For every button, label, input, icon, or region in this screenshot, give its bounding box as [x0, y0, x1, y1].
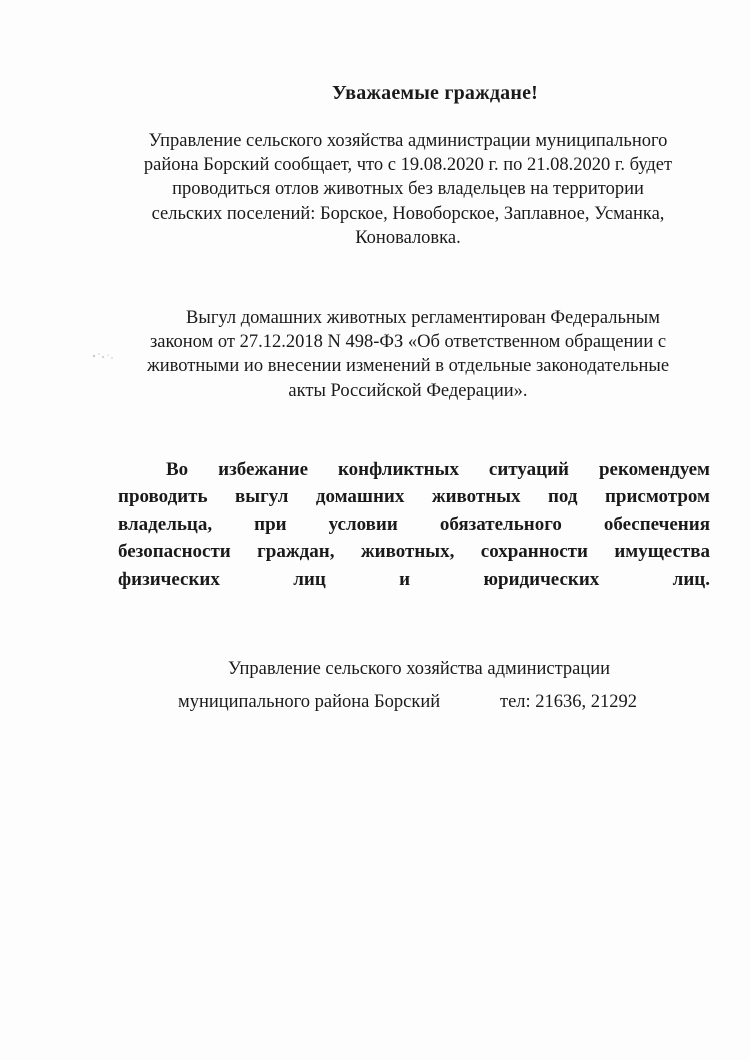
word: условии	[328, 513, 398, 535]
word: сохранности	[480, 541, 588, 563]
word: граждан,	[257, 541, 335, 563]
word: присмотром	[604, 486, 710, 508]
justified-line	[118, 538, 710, 565]
word: животных	[431, 486, 521, 508]
word: имущества	[614, 541, 710, 563]
signature-organization: Управление сельского хозяйства администрации	[228, 659, 611, 679]
justified-line	[118, 483, 710, 510]
justified-line	[118, 511, 710, 538]
text-line: района Борский сообщает, что с 19.08.2020 г. по 21.08.2020 г. будет	[143, 155, 673, 176]
word: ситуаций	[488, 459, 569, 480]
word: животных,	[360, 541, 455, 563]
text-line: сельских поселений: Борское, Новоборское, Заплавное, Усманка,	[151, 203, 665, 224]
word: при	[254, 513, 287, 535]
text-line: Коноваловка.	[355, 227, 461, 248]
word: проводить	[118, 486, 208, 508]
word: владельца,	[118, 513, 213, 535]
word: домашних	[315, 486, 405, 508]
word: лиц	[293, 568, 326, 590]
text-line: проводиться отлов животных без владельцев на территории	[172, 179, 644, 200]
law-paragraph	[100, 306, 716, 403]
text-line: акты Российской Федерации».	[288, 380, 528, 401]
signature-phone: тел: 21636, 21292	[500, 692, 638, 712]
word: под	[547, 486, 578, 508]
word: Во	[166, 459, 189, 480]
word: обеспечения	[603, 513, 710, 535]
word: выгул	[235, 486, 289, 508]
word: физических	[118, 568, 220, 590]
word: лиц.	[672, 568, 710, 590]
word: обязательного	[439, 513, 562, 535]
justified-line	[118, 456, 710, 483]
text-line: животными ио внесении изменений в отдельные законодательные	[146, 356, 670, 377]
word: безопасности	[118, 541, 231, 563]
word: избежание	[218, 459, 309, 480]
justified-line	[118, 566, 710, 593]
text-line: Управление сельского хозяйства администрации муниципального	[148, 131, 668, 151]
page-title: Уважаемые граждане!	[331, 82, 539, 104]
text-line: Выгул домашних животных регламентирован Федеральным	[186, 308, 660, 328]
announcement-paragraph	[100, 129, 716, 250]
text-line: законом от 27.12.2018 N 498-ФЗ «Об ответственном обращении с	[149, 332, 667, 353]
word: юридических	[483, 568, 600, 590]
signature-district: муниципального района Борский	[178, 692, 441, 712]
word: конфликтных	[337, 459, 459, 480]
word: и	[399, 568, 411, 590]
recommendation-paragraph	[118, 456, 710, 593]
word: рекомендуем	[598, 459, 710, 480]
